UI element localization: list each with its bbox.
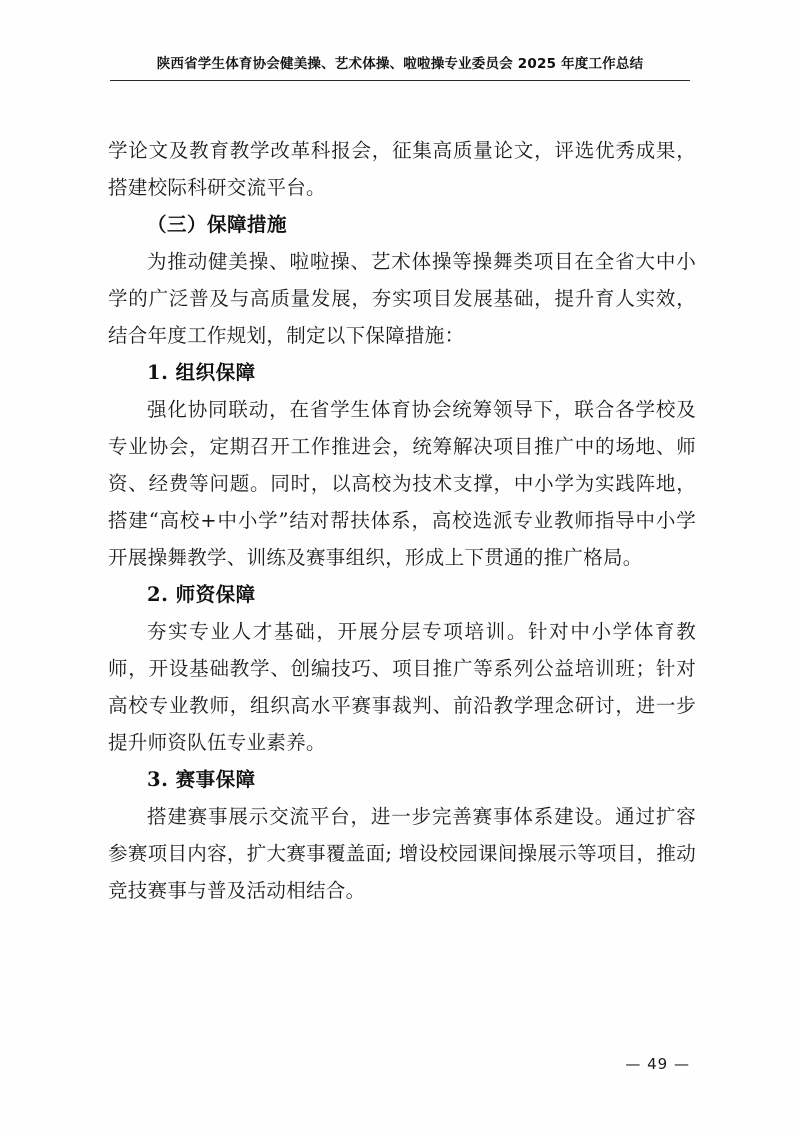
paragraph-faculty: 夯实专业人才基础，开展分层专项培训。针对中小学体育教师，开设基础教学、创编技巧、项目推广等系列公益培训班；针对高校专业教师，组织高水平赛事裁判、前沿教学理念研讨，进一步提升师资队伍专业素养。: [108, 620, 696, 754]
paragraph-events: 搭建赛事展示交流平台，进一步完善赛事体系建设。通过扩容参赛项目内容，扩大赛事覆盖面; 增设校园课间操展示等项目，推动竞技赛事与普及活动相结合。: [108, 805, 696, 902]
paragraph-continuation: 学论文及教育教学改革科报会，征集高质量论文，评选优秀成果，搭建校际科研交流平台。: [108, 139, 696, 199]
page-header-title: 陕西省学生体育协会健美操、艺术体操、啦啦操专业委员会 2025 年度工作总结: [156, 56, 644, 72]
section-heading-measures: （三）保障措施: [147, 213, 288, 236]
paragraph-measures-intro: 为推动健美操、啦啦操、艺术体操等操舞类项目在全省大中小学的广泛普及与高质量发展，夯实项目发展基础，提升育人实效，结合年度工作规划，制定以下保障措施：: [108, 250, 696, 347]
subsection-title-2: 师资保障: [175, 583, 256, 606]
paragraph-organization: 强化协同联动，在省学生体育协会统筹领导下，联合各学校及专业协会，定期召开工作推进会，统筹解决项目推广中的场地、师资、经费等问题。同时，以高校为技术支撑，中小学为实践阵地，搭建“高校+中小学”结对帮扶体系，高校选派专业教师指导中小学开展操舞教学、训练及赛事组织，形成上下贯通的推广格局。: [108, 398, 696, 569]
subsection-number-1: 1.: [147, 361, 169, 384]
subsection-heading-organization: [108, 354, 696, 391]
subsection-number-3: 3.: [147, 768, 169, 791]
subsection-number-2: 2.: [147, 583, 169, 606]
subsection-title-3: 赛事保障: [175, 768, 256, 791]
subsection-heading-faculty: [108, 576, 696, 613]
header-divider: [110, 80, 690, 81]
page-number: — 49 —: [625, 1055, 690, 1073]
subsection-heading-events: [108, 761, 696, 798]
subsection-title-1: 组织保障: [175, 361, 256, 384]
document-body: [108, 132, 696, 909]
